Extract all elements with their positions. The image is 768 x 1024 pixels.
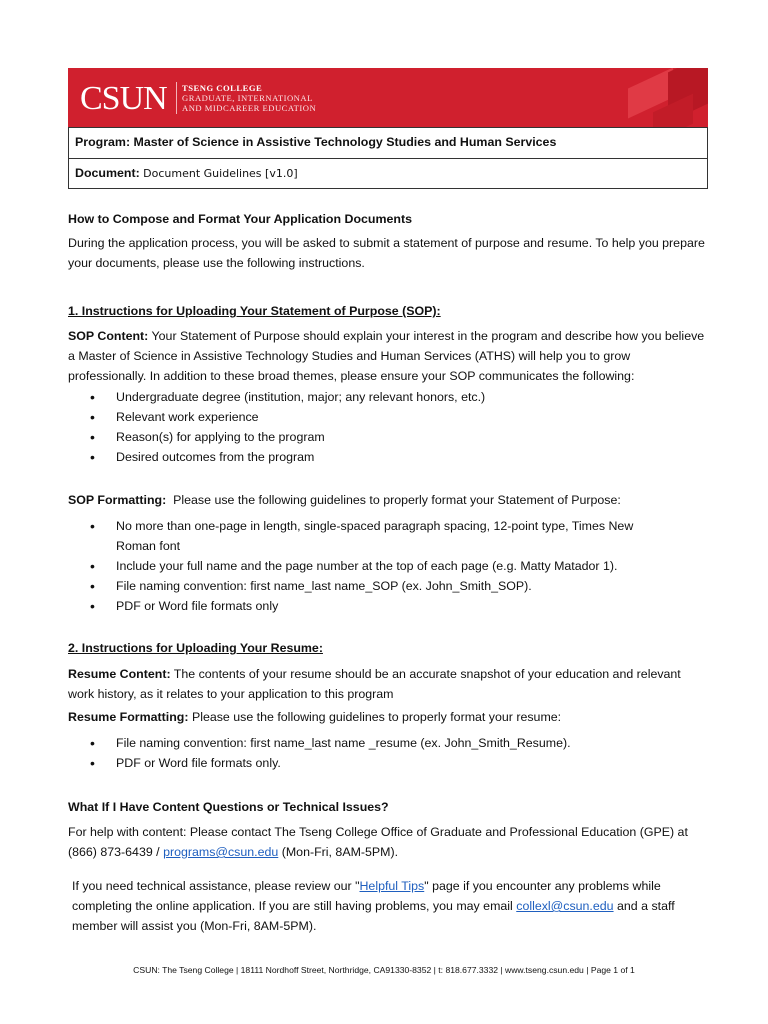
list-item: • PDF or Word file formats only	[68, 596, 708, 616]
document-value: Document Guidelines [v1.0]	[143, 167, 298, 180]
resume-format-list	[68, 733, 708, 773]
helpful-tips-link[interactable]: Helpful Tips	[359, 879, 425, 893]
resume-content-label: Resume Content:	[68, 667, 171, 681]
page-footer: CSUN: The Tseng College | 18111 Nordhoff Street, Northridge, CA91330-8352 | t: 818.677.3332 | www.tseng.csun.edu | Page 1 of 1	[133, 965, 635, 975]
header-banner	[68, 68, 708, 127]
resume-format-text: Please use the following guidelines to properly format your resume:	[191, 710, 562, 724]
divider	[176, 82, 177, 114]
resume-content-text: The contents of your resume should be an accurate snapshot of your education and relevant work history, as it relates to your application to this program	[68, 667, 681, 701]
list-item: • Desired outcomes from the program	[68, 447, 708, 467]
tech-text: If you need technical assistance, please review our "	[72, 879, 360, 893]
program-row	[69, 128, 707, 158]
college-name	[182, 83, 316, 113]
college-line2: GRADUATE, INTERNATIONAL	[182, 93, 313, 103]
resume-format-label: Resume Formatting:	[68, 710, 189, 724]
list-item: • PDF or Word file formats only.	[68, 753, 708, 773]
csun-logo: CSUN	[80, 80, 167, 117]
sop-heading: 1. Instructions for Uploading Your Statement of Purpose (SOP):	[68, 304, 441, 318]
college-title: TSENG COLLEGE	[182, 83, 263, 93]
list-item: • File naming convention: first name_last name _resume (ex. John_Smith_Resume).	[68, 733, 708, 753]
sop-format-label: SOP Formatting:	[68, 493, 167, 507]
document-row	[69, 158, 707, 188]
help-heading: What If I Have Content Questions or Technical Issues?	[68, 800, 389, 814]
sop-format-list	[68, 516, 708, 616]
help-technical	[68, 876, 708, 936]
list-item: • No more than one-page in length, single-spaced paragraph spacing, 12-point type, Times New Roman font	[68, 516, 708, 556]
college-line3: AND MIDCAREER EDUCATION	[182, 103, 317, 113]
list-item: • Relevant work experience	[68, 407, 708, 427]
list-item: • Include your full name and the page number at the top of each page (e.g. Matty Matador 1).	[68, 556, 708, 576]
resume-heading: 2. Instructions for Uploading Your Resume:	[68, 641, 323, 655]
list-item: • File naming convention: first name_last name_SOP (ex. John_Smith_SOP).	[68, 576, 708, 596]
help-hours: (Mon-Fri, 8AM-5PM).	[281, 845, 399, 859]
programs-email-link[interactable]: programs@csun.edu	[163, 845, 279, 859]
intro-text: During the application process, you will be asked to submit a statement of purpose and resume. To help you prepare your documents, please use the following instructions.	[68, 236, 705, 270]
sop-format-text: Please use the following guidelines to properly format your Statement of Purpose:	[173, 493, 621, 507]
tech-text: " page if you encounter any problems while completing the online application. If you are still having problems, you may email	[72, 879, 661, 913]
intro-title: How to Compose and Format Your Application Documents	[68, 212, 412, 226]
tech-text: and a staff member will assist you (Mon-Fri, 8AM-5PM).	[72, 899, 675, 933]
program-label: Program:	[75, 135, 131, 149]
resume-content	[68, 664, 708, 704]
help-content-text: For help with content: Please contact The Tseng College Office of Graduate and Professional Education (GPE) at (866) 873-6439 /	[68, 825, 688, 859]
list-item: • Undergraduate degree (institution, major; any relevant honors, etc.)	[68, 387, 708, 407]
document-label: Document:	[75, 166, 140, 180]
info-table	[68, 127, 708, 189]
sop-formatting	[68, 490, 708, 510]
help-content	[68, 822, 708, 862]
sop-content-list	[68, 387, 708, 467]
sop-content	[68, 326, 708, 386]
program-value: Master of Science in Assistive Technology Studies and Human Services	[133, 135, 557, 149]
list-item: • Reason(s) for applying to the program	[68, 427, 708, 447]
resume-formatting	[68, 707, 708, 727]
collexl-email-link[interactable]: collexl@csun.edu	[516, 899, 614, 913]
sop-content-text: Your Statement of Purpose should explain your interest in the program and describe how you believe a Master of Science in Assistive Technology Studies and Human Services (ATHS) will help you to grow professionally. In addition to these broad themes, please ensure your SOP communicates the following:	[68, 329, 705, 383]
sop-content-label: SOP Content:	[68, 329, 149, 343]
